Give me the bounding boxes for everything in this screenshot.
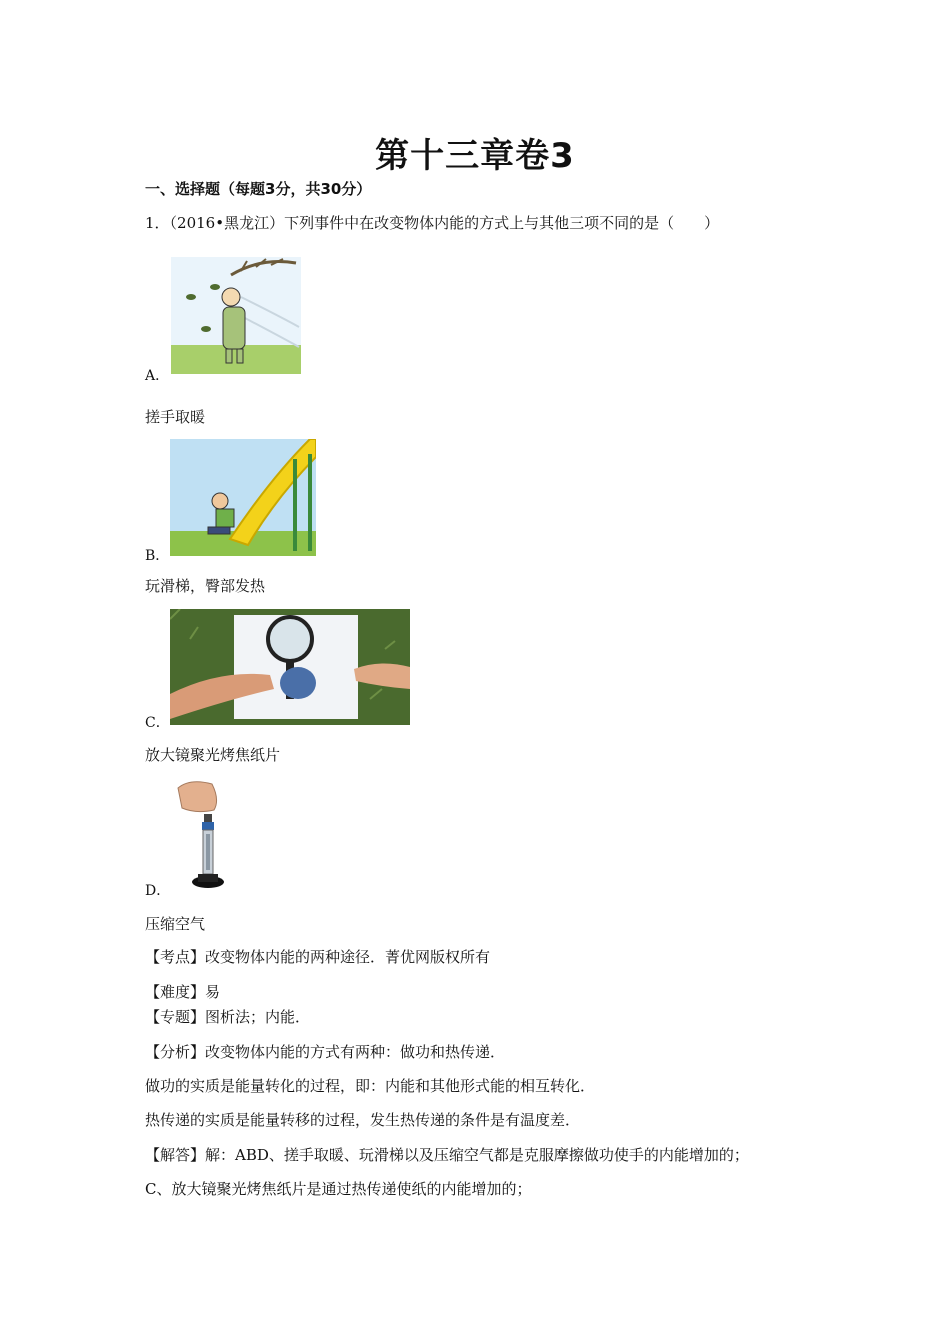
option-a-letter: A． bbox=[145, 368, 170, 384]
option-a-caption: 搓手取暖 bbox=[145, 408, 206, 426]
option-d-caption: 压缩空气 bbox=[145, 915, 206, 933]
kaodian-line: 【考点】改变物体内能的两种途径．菁优网版权所有 bbox=[145, 948, 491, 966]
nandu-line: 【难度】易 bbox=[145, 983, 221, 1001]
option-c-caption: 放大镜聚光烤焦纸片 bbox=[145, 746, 281, 764]
option-b-letter: B． bbox=[145, 548, 170, 564]
analysis-line-3: C、放大镜聚光烤焦纸片是通过热传递使纸的内能增加的； bbox=[145, 1180, 532, 1198]
page-title: 第十三章卷3 bbox=[375, 136, 575, 176]
section-heading: 一、选择题（每题3分，共30分） bbox=[145, 180, 372, 198]
option-c-letter: C． bbox=[145, 715, 170, 731]
analysis-line-2: 热传递的实质是能量转移的过程，发生热传递的条件是有温度差． bbox=[145, 1111, 581, 1129]
option-c-image bbox=[170, 609, 410, 725]
option-d-letter: D． bbox=[145, 883, 171, 899]
analysis-line-1: 做功的实质是能量转化的过程，即：内能和其他形式能的相互转化． bbox=[145, 1077, 596, 1095]
option-b-image bbox=[170, 439, 316, 556]
jieda-line: 【解答】解：ABD、搓手取暖、玩滑梯以及压缩空气都是克服摩擦做功使手的内能增加的； bbox=[145, 1146, 749, 1164]
option-d-image bbox=[170, 778, 240, 896]
question-1 bbox=[145, 212, 719, 233]
question-text: （2016•黑龙江）下列事件中在改变物体内能的方式上与其他三项不同的是（ ） bbox=[169, 214, 720, 232]
option-b-caption: 玩滑梯，臀部发热 bbox=[145, 577, 266, 595]
fenxi-line: 【分析】改变物体内能的方式有两种：做功和热传递． bbox=[145, 1043, 506, 1061]
option-a-image bbox=[171, 257, 301, 374]
zhuanti-line: 【专题】图析法；内能． bbox=[145, 1008, 311, 1026]
question-number: 1． bbox=[145, 214, 170, 232]
